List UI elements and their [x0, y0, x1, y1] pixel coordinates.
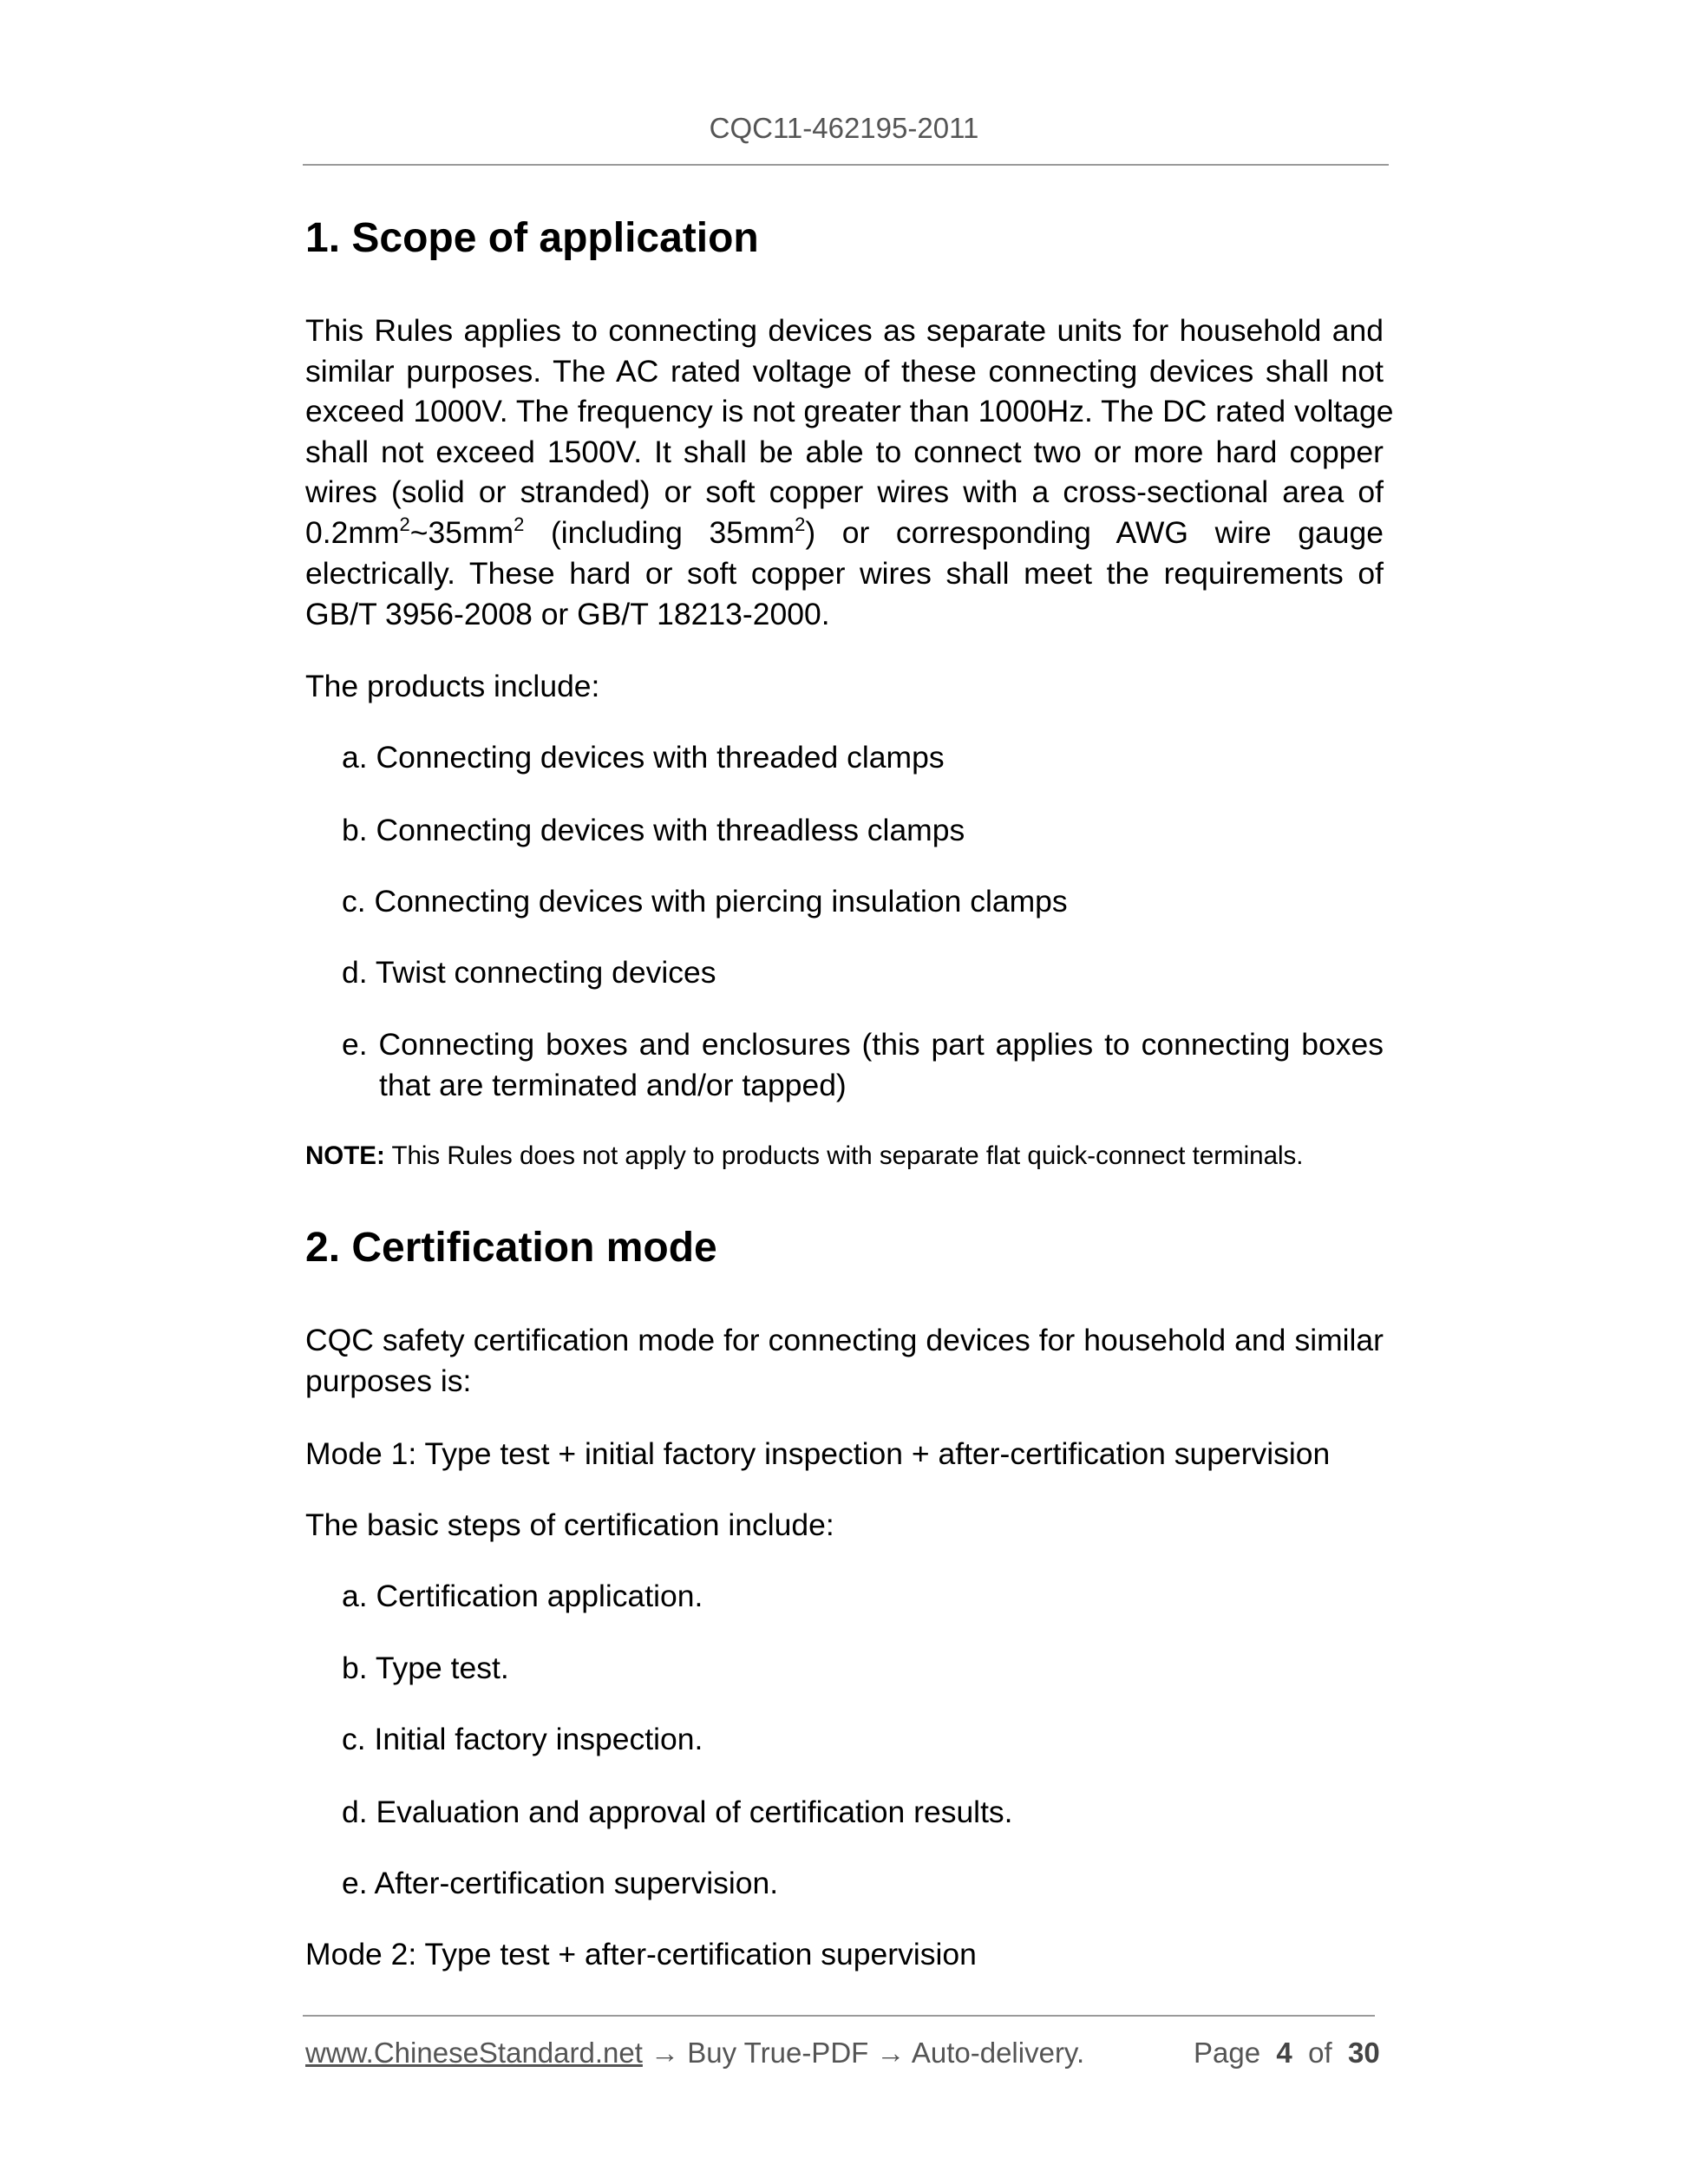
product-item: e. Connecting boxes and enclosures (this part applies to connecting boxes — [342, 1027, 1384, 1062]
text: (including 35mm — [524, 515, 795, 550]
text: 0.2mm — [305, 515, 400, 550]
text: ) or corresponding AWG wire gauge — [805, 515, 1384, 550]
step-item: b. Type test. — [342, 1651, 509, 1685]
of-label: of — [1308, 2037, 1332, 2069]
note-text: This Rules does not apply to products with separate flat quick-connect terminals. — [384, 1141, 1304, 1170]
section-2-heading: 2. Certification mode — [305, 1225, 717, 1271]
mode-1: Mode 1: Type test + initial factory inspection + after-certification supervision — [305, 1436, 1331, 1471]
step-item: e. After-certification supervision. — [342, 1866, 779, 1900]
page-label: Page — [1194, 2037, 1261, 2069]
paragraph-line: This Rules applies to connecting devices as separate units for household and — [305, 313, 1384, 348]
note-label: NOTE: — [305, 1141, 385, 1170]
footer-promo — [305, 2034, 1084, 2072]
paragraph-line: wires (solid or stranded) or soft copper wires with a cross-sectional area of — [305, 474, 1384, 509]
header-divider — [303, 164, 1389, 166]
section-1-heading: 1. Scope of application — [305, 215, 759, 261]
product-item: d. Twist connecting devices — [342, 955, 716, 990]
product-item: c. Connecting devices with piercing insulation clamps — [342, 884, 1068, 919]
arrow-icon: → — [642, 2037, 688, 2069]
mode-2: Mode 2: Type test + after-certification supervision — [305, 1937, 977, 1971]
superscript: 2 — [514, 513, 525, 535]
superscript: 2 — [399, 513, 410, 535]
paragraph-line: GB/T 3956-2008 or GB/T 18213-2000. — [305, 597, 830, 631]
footer-divider — [303, 2015, 1375, 2017]
step-item: d. Evaluation and approval of certification results. — [342, 1795, 1013, 1829]
buy-text: Buy True-PDF — [687, 2037, 869, 2069]
arrow-icon: → — [868, 2037, 912, 2069]
page-number — [1194, 2034, 1380, 2072]
products-intro: The products include: — [305, 669, 600, 703]
section-2-intro-line: CQC safety certification mode for connecting devices for household and similar — [305, 1323, 1384, 1357]
delivery-text: Auto-delivery. — [911, 2037, 1085, 2069]
current-page: 4 — [1276, 2037, 1292, 2069]
note — [305, 1139, 1304, 1174]
total-pages: 30 — [1348, 2037, 1380, 2069]
paragraph-line: electrically. These hard or soft copper wires shall meet the requirements of — [305, 556, 1384, 591]
product-item-continuation: that are terminated and/or tapped) — [379, 1068, 847, 1102]
paragraph-line: exceed 1000V. The frequency is not greater than 1000Hz. The DC rated voltage — [305, 394, 1394, 428]
steps-intro: The basic steps of certification include: — [305, 1507, 834, 1542]
text: ~35mm — [409, 515, 514, 550]
section-2-intro-line: purposes is: — [305, 1363, 472, 1398]
document-id-header: CQC11-462195-2011 — [709, 112, 979, 144]
paragraph-line: shall not exceed 1500V. It shall be able to connect two or more hard copper — [305, 435, 1384, 469]
product-item: b. Connecting devices with threadless clamps — [342, 813, 965, 847]
step-item: a. Certification application. — [342, 1579, 703, 1613]
product-item: a. Connecting devices with threaded clamps — [342, 740, 945, 775]
website-link[interactable]: www.ChineseStandard.net — [305, 2037, 643, 2069]
paragraph-line — [305, 513, 1384, 553]
paragraph-line: similar purposes. The AC rated voltage of these connecting devices shall not — [305, 354, 1384, 389]
superscript: 2 — [795, 513, 806, 535]
step-item: c. Initial factory inspection. — [342, 1722, 703, 1756]
